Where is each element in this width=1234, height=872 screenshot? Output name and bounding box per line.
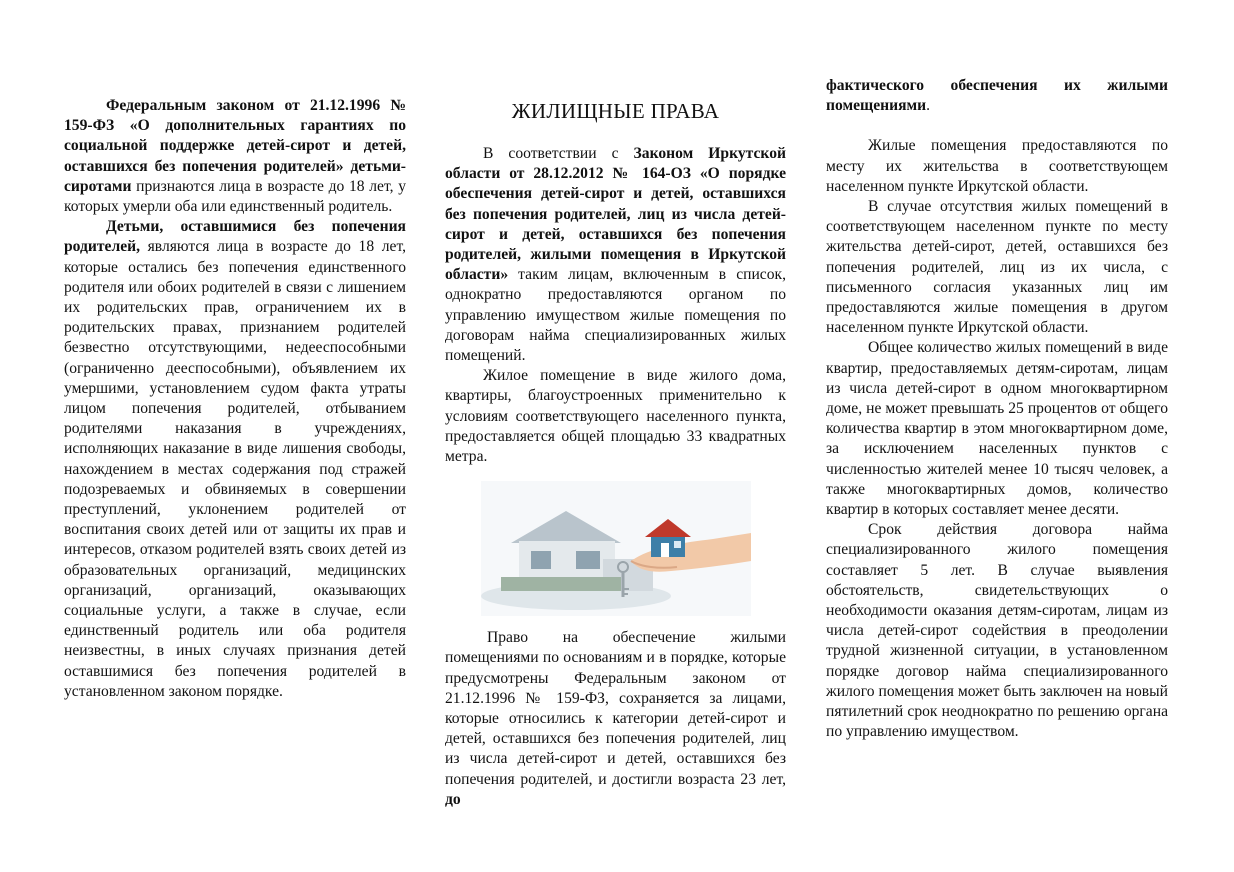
text-run: Право на обеспечение жилыми помещениями по основаниям и в порядке, которые предусмотрены Федеральным законом от 21.12.1996 № 159-ФЗ, сохраняется за лицами, которые относились к категории детей-сирот и детей, оставшихся без попечения родителей, лиц из числа детей-сирот и детей, оставшихся без попечения родителей, и достигли возраста 23 лет, [445,629,786,788]
paragraph-without-care-definition [64,217,406,702]
bold-text-run: Законом Иркутской области от 28.12.2012 № 164-ОЗ «О порядке обеспечения детей-сирот и детей, оставшихся без попечения родителей, лиц из числа детей-сирот и детей, оставшихся без попечения родителей, жилыми помещения в Иркутской области» [445,145,786,284]
paragraph-continuation [826,76,1168,116]
paragraph-housing-area [445,366,786,467]
text-run: . [926,97,931,115]
text-run: В случае отсутствия жилых помещений в соответствующем населенном пункте по месту жительства детей-сирот, детей, оставшихся без попечения родителей, лиц из их числа, с письменного согласия указанных лиц им предоставляются жилые помещения в другом населенном пункте Иркутской области. [826,198,1168,337]
paragraph-right-retained [445,628,786,810]
bold-text-run: фактического обеспечения их жилыми помещениями [826,77,1168,115]
paragraph-place-of-residence [826,136,1168,197]
paragraph-other-locality [826,197,1168,338]
text-run: Срок действия договора найма специализированного жилого помещения составляет 5 лет. В случае выявления обстоятельств, свидетельствующих о необходимости оказания детям-сиротам, лицам из числа детей-сирот содействия в преодолении трудной жизненной ситуации, в установленном порядке договор найма специализированного жилого помещения может быть заключен на новый пятилетний срок неоднократно по решению органа по управлению имуществом. [826,521,1168,741]
text-run: В соответствии с [483,145,634,162]
text-run: являются лица в возрасте до 18 лет, которые остались без попечения единственного родителя или обоих родителей в связи с лишением их родительских прав, ограничением их в родительских правах, признанием родителей безвестно отсутствующими, недееспособными (ограниченно дееспособными), объявлением их умершими, установлением судом факта утраты лицом попечения родителей, отбыванием родителями наказания в учреждениях, исполняющих наказание в виде лишения свободы, нахождением в местах содержания под стражей подозреваемых и обвиняемых в совершении преступлений, уклонением родителей от воспитания своих детей или от защиты их прав и интересов, отказом родителей взять своих детей из образовательных организаций, медицинских организаций, организаций, оказывающих социальные услуги, а также в случае, если единственный родитель или оба родителя неизвестны, в иных случаях признания детей оставшимися без попечения родителей в установленном законом порядке. [64,238,406,700]
house-in-hand-illustration [481,481,751,616]
text-run: Общее количество жилых помещений в виде квартир, предоставляемых детям-сиротам, лицам из числа детей-сирот в одном многоквартирном доме, не может превышать 25 процентов от общего количества квартир в этом многоквартирном доме, за исключением населенных пунктов с численностью жителей менее 10 тысяч человек, а также многоквартирных домов, количество квартир в которых составляет менее десяти. [826,339,1168,519]
bold-text-run: до [445,790,461,808]
column-right [826,76,1168,743]
house-in-hand-with-keys-icon [481,481,751,616]
paragraph-apartment-quota [826,338,1168,520]
paragraph-orphans-definition [64,96,406,217]
paragraph-regional-law [445,144,786,366]
text-run: признаются лица в возрасте до 18 лет, у которых умерли оба или единственный родитель. [64,177,406,216]
paragraph-contract-term [826,520,1168,742]
column-left [64,96,406,702]
text-run: Жилые помещения предоставляются по месту их жительства в соответствующем населенном пункте Иркутской области. [826,137,1168,195]
bold-text-run: Детьми, оставшимися без попечения родителей, [64,218,406,256]
bold-text-run: Федеральным законом от 21.12.1996 № 159-ФЗ «О дополнительных гарантиях по социальной поддержке детей-сирот и детей, оставшихся без попечения родителей» детьми-сиротами [64,97,406,195]
column-middle [445,98,786,810]
text-run: Жилое помещение в виде жилого дома, квартиры, благоустроенных применительно к условиям соответствующего населенного пункта, предоставляется общей площадью 33 квадратных метра. [445,367,786,466]
page-title: ЖИЛИЩНЫЕ ПРАВА [511,99,720,123]
text-run: таким лицам, включенным в список, однократно предоставляются органом по управлению имуществом жилые помещения по договорам найма специализированных жилых помещений. [445,266,786,365]
